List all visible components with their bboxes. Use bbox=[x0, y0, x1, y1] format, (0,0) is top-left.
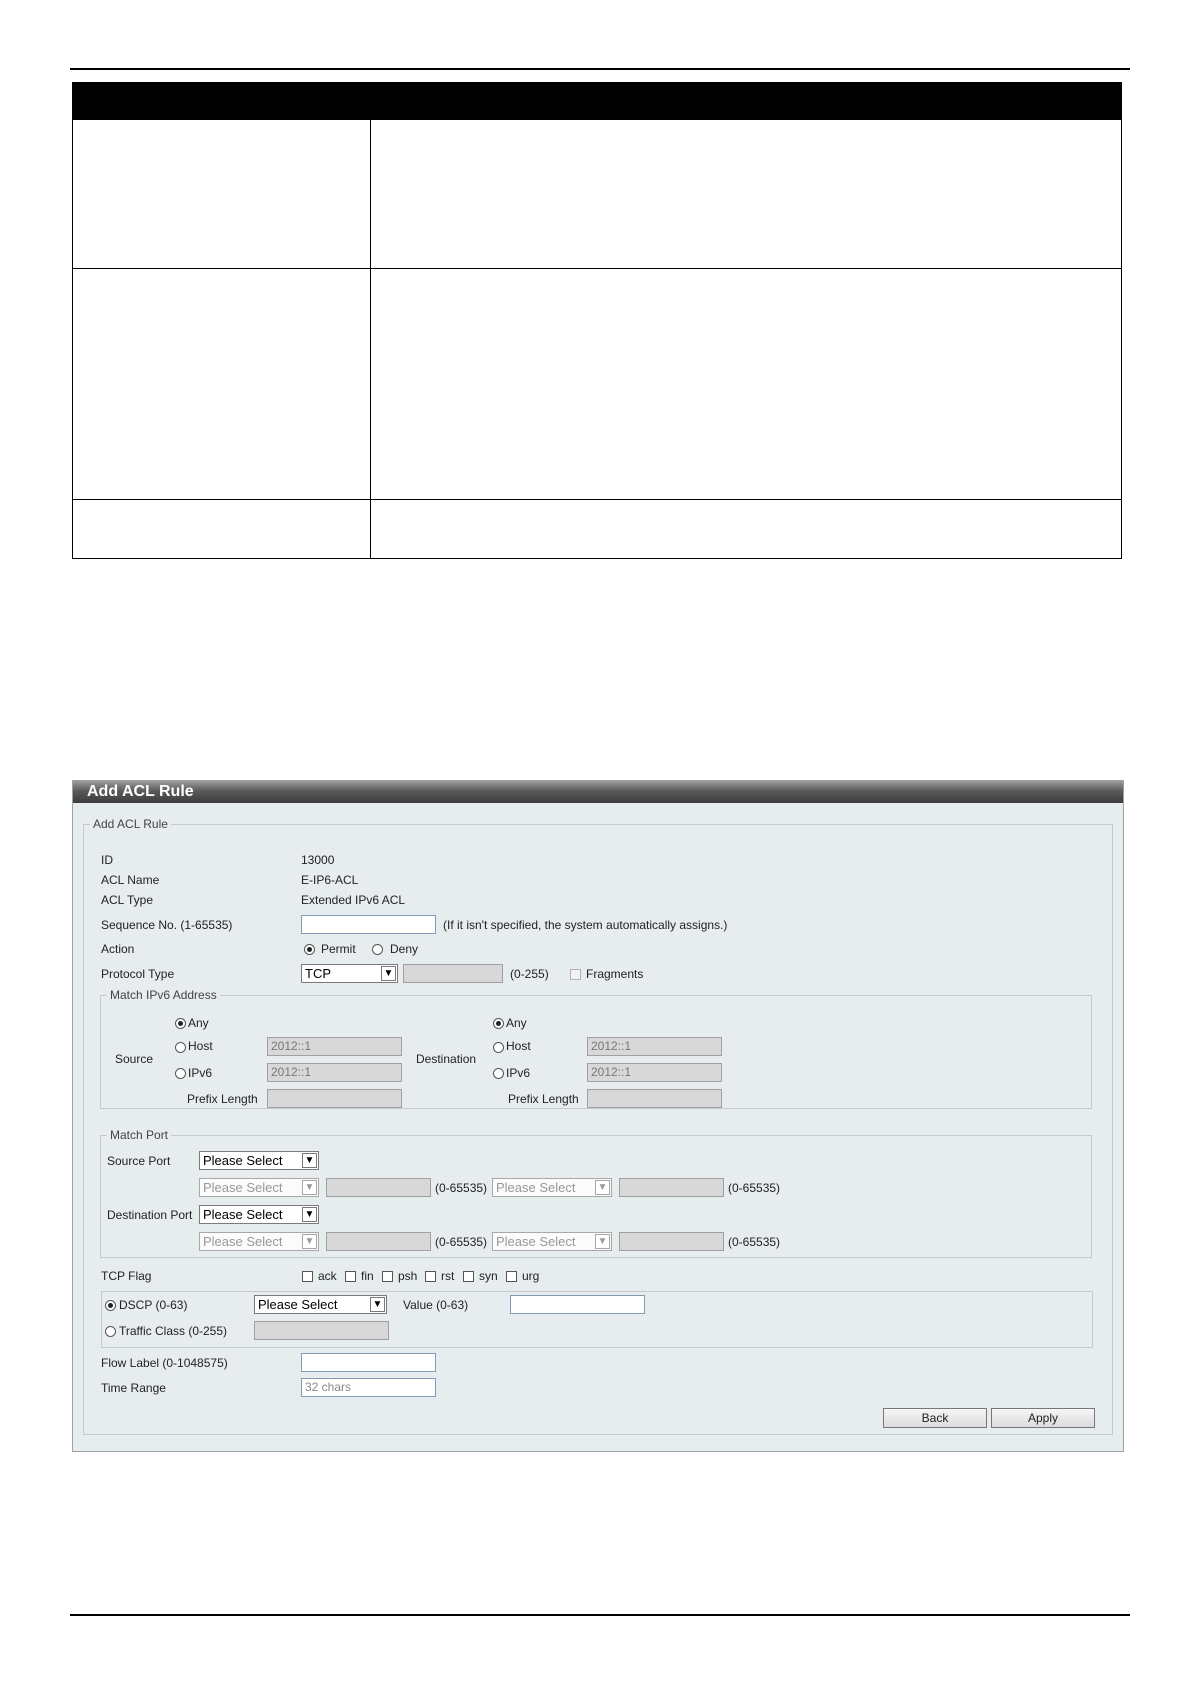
acl-type-label: ACL Type bbox=[101, 893, 154, 907]
deny-label: Deny bbox=[390, 942, 419, 956]
permit-label: Permit bbox=[321, 942, 356, 956]
protocol-select[interactable] bbox=[301, 964, 398, 983]
traffic-class-radio[interactable] bbox=[105, 1326, 116, 1337]
source-port-select[interactable] bbox=[199, 1151, 319, 1170]
destination-any-radio[interactable] bbox=[493, 1018, 504, 1029]
apply-button[interactable]: Apply bbox=[991, 1408, 1095, 1428]
flag-urg-checkbox[interactable] bbox=[506, 1271, 517, 1282]
flag-syn-label: syn bbox=[479, 1269, 498, 1283]
flag-fin-label: fin bbox=[361, 1269, 374, 1283]
flag-ack-label: ack bbox=[318, 1269, 337, 1283]
acl-type-value: Extended IPv6 ACL bbox=[301, 893, 406, 907]
tcp-flag-label: TCP Flag bbox=[101, 1269, 152, 1283]
footer-rule bbox=[70, 1614, 1130, 1616]
source-any-label: Any bbox=[188, 1016, 209, 1030]
destination-port-select-value: Please Select bbox=[203, 1207, 283, 1222]
table-cell bbox=[371, 269, 1122, 500]
traffic-class-input[interactable] bbox=[254, 1321, 389, 1340]
source-port-operator1-select[interactable] bbox=[199, 1178, 319, 1197]
fragments-label: Fragments bbox=[586, 967, 644, 981]
source-label: Source bbox=[115, 1052, 154, 1066]
dscp-select[interactable] bbox=[254, 1295, 387, 1314]
flow-label-label: Flow Label (0-1048575) bbox=[101, 1356, 228, 1370]
chevron-down-icon: ▼ bbox=[302, 1180, 317, 1195]
source-port-value1-input[interactable] bbox=[326, 1178, 431, 1197]
chevron-down-icon: ▼ bbox=[302, 1207, 317, 1222]
source-ipv6-label: IPv6 bbox=[188, 1066, 213, 1080]
select-value: Please Select bbox=[203, 1180, 283, 1195]
sequence-label: Sequence No. (1-65535) bbox=[101, 918, 233, 932]
sequence-input[interactable] bbox=[301, 915, 436, 934]
flag-syn-checkbox[interactable] bbox=[463, 1271, 474, 1282]
protocol-label: Protocol Type bbox=[101, 967, 175, 981]
id-value: 13000 bbox=[301, 853, 335, 867]
panel-title: Add ACL Rule bbox=[73, 781, 1123, 803]
permit-radio[interactable] bbox=[304, 944, 315, 955]
source-port-operator2-select[interactable] bbox=[492, 1178, 612, 1197]
destination-label: Destination bbox=[416, 1052, 477, 1066]
source-port-select-value: Please Select bbox=[203, 1153, 283, 1168]
table-cell bbox=[73, 269, 371, 500]
destination-ipv6-input[interactable]: 2012::1 bbox=[587, 1063, 722, 1082]
time-range-label: Time Range bbox=[101, 1381, 166, 1395]
flag-psh-label: psh bbox=[398, 1269, 418, 1283]
destination-host-input[interactable]: 2012::1 bbox=[587, 1037, 722, 1056]
fragments-checkbox[interactable] bbox=[570, 969, 581, 980]
destination-prefix-input[interactable] bbox=[587, 1089, 722, 1108]
destination-host-radio[interactable] bbox=[493, 1042, 504, 1053]
sequence-hint: (If it isn't specified, the system automatically assigns.) bbox=[443, 918, 728, 932]
flag-urg-label: urg bbox=[522, 1269, 540, 1283]
source-port-range1: (0-65535) bbox=[435, 1181, 488, 1195]
table-header-cell bbox=[371, 83, 1122, 120]
table-cell bbox=[73, 120, 371, 269]
source-host-label: Host bbox=[188, 1039, 213, 1053]
match-port-legend: Match Port bbox=[110, 1128, 169, 1142]
chevron-down-icon: ▼ bbox=[370, 1297, 385, 1312]
destination-port-operator2-select[interactable] bbox=[492, 1232, 612, 1251]
destination-port-label: Destination Port bbox=[107, 1208, 193, 1222]
source-prefix-label: Prefix Length bbox=[187, 1092, 258, 1106]
dscp-value-label: Value (0-63) bbox=[403, 1298, 469, 1312]
destination-port-range1: (0-65535) bbox=[435, 1235, 488, 1249]
source-host-input[interactable]: 2012::1 bbox=[267, 1037, 402, 1056]
select-value: Please Select bbox=[203, 1234, 283, 1249]
deny-radio[interactable] bbox=[372, 944, 383, 955]
chevron-down-icon: ▼ bbox=[595, 1234, 610, 1249]
flag-ack-checkbox[interactable] bbox=[302, 1271, 313, 1282]
flow-label-input[interactable] bbox=[301, 1353, 436, 1372]
chevron-down-icon: ▼ bbox=[381, 966, 396, 981]
dscp-select-value: Please Select bbox=[258, 1297, 338, 1312]
table-row bbox=[73, 120, 1122, 269]
source-port-value2-input[interactable] bbox=[619, 1178, 724, 1197]
table-row bbox=[73, 500, 1122, 559]
source-prefix-input[interactable] bbox=[267, 1089, 402, 1108]
parameter-description-table bbox=[72, 82, 1122, 559]
source-port-label: Source Port bbox=[107, 1154, 171, 1168]
destination-port-value2-input[interactable] bbox=[619, 1232, 724, 1251]
chevron-down-icon: ▼ bbox=[302, 1153, 317, 1168]
flag-psh-checkbox[interactable] bbox=[382, 1271, 393, 1282]
destination-port-select[interactable] bbox=[199, 1205, 319, 1224]
back-button[interactable]: Back bbox=[883, 1408, 987, 1428]
protocol-range: (0-255) bbox=[510, 967, 549, 981]
source-ipv6-radio[interactable] bbox=[175, 1068, 186, 1079]
source-ipv6-input[interactable]: 2012::1 bbox=[267, 1063, 402, 1082]
match-ipv6-legend: Match IPv6 Address bbox=[110, 988, 217, 1002]
table-header-cell bbox=[73, 83, 371, 120]
flag-rst-label: rst bbox=[441, 1269, 455, 1283]
table-cell bbox=[371, 500, 1122, 559]
chevron-down-icon: ▼ bbox=[302, 1234, 317, 1249]
chevron-down-icon: ▼ bbox=[595, 1180, 610, 1195]
destination-host-label: Host bbox=[506, 1039, 531, 1053]
table-row bbox=[73, 269, 1122, 500]
select-value: Please Select bbox=[496, 1234, 576, 1249]
acl-name-value: E-IP6-ACL bbox=[301, 873, 359, 887]
id-label: ID bbox=[101, 853, 113, 867]
acl-name-label: ACL Name bbox=[101, 873, 160, 887]
source-port-range2: (0-65535) bbox=[728, 1181, 781, 1195]
destination-port-value1-input[interactable] bbox=[326, 1232, 431, 1251]
destination-port-operator1-select[interactable] bbox=[199, 1232, 319, 1251]
destination-ipv6-label: IPv6 bbox=[506, 1066, 531, 1080]
flag-fin-checkbox[interactable] bbox=[345, 1271, 356, 1282]
traffic-class-label: Traffic Class (0-255) bbox=[119, 1324, 228, 1338]
fieldset-legend: Add ACL Rule bbox=[93, 817, 168, 831]
destination-port-range2: (0-65535) bbox=[728, 1235, 781, 1249]
dscp-value-input[interactable] bbox=[510, 1295, 645, 1314]
header-rule bbox=[70, 68, 1130, 70]
destination-ipv6-radio[interactable] bbox=[493, 1068, 504, 1079]
protocol-select-value: TCP bbox=[305, 966, 331, 981]
source-host-radio[interactable] bbox=[175, 1042, 186, 1053]
time-range-input[interactable]: 32 chars bbox=[301, 1378, 436, 1397]
table-header-row bbox=[73, 83, 1122, 120]
destination-any-label: Any bbox=[506, 1016, 527, 1030]
action-label: Action bbox=[101, 942, 135, 956]
dscp-label: DSCP (0-63) bbox=[119, 1298, 188, 1312]
table-cell bbox=[73, 500, 371, 559]
destination-prefix-label: Prefix Length bbox=[508, 1092, 579, 1106]
select-value: Please Select bbox=[496, 1180, 576, 1195]
dscp-radio[interactable] bbox=[105, 1300, 116, 1311]
source-any-radio[interactable] bbox=[175, 1018, 186, 1029]
flag-rst-checkbox[interactable] bbox=[425, 1271, 436, 1282]
add-acl-rule-panel bbox=[72, 780, 1124, 1452]
protocol-id-input[interactable] bbox=[403, 964, 503, 983]
table-cell bbox=[371, 120, 1122, 269]
